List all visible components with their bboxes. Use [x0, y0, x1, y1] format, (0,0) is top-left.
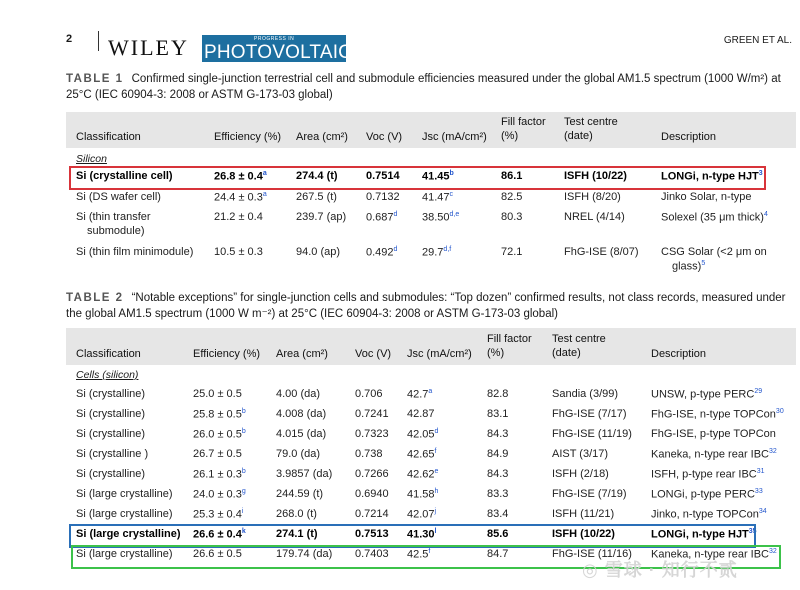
row-classification: Si (thin film minimodule): [76, 246, 194, 258]
row-description: [651, 428, 776, 440]
t2-col-efficiency: Efficiency (%): [193, 348, 261, 360]
t2-col-test-centre: [552, 332, 606, 360]
row-jsc-footnote: d,f: [443, 246, 452, 253]
row-voc: 0.706: [355, 388, 383, 400]
row-description-value: LONGi, n-type HJT: [651, 528, 749, 541]
row-description-footnote: 32: [769, 448, 777, 455]
row-efficiency-value: 24.0 ± 0.3: [193, 488, 242, 501]
row-area: 94.0 (ap): [296, 246, 341, 258]
t1-col-ff-line2: (%): [501, 130, 519, 142]
row-jsc: [407, 408, 435, 420]
row-jsc: [407, 388, 432, 401]
row-description: [651, 488, 763, 501]
row-jsc-footnote: d: [434, 428, 439, 435]
row-fill-factor: 83.4: [487, 508, 509, 520]
t1-col-description: Description: [661, 131, 717, 143]
row-voc: [366, 191, 400, 203]
table1-label: TABLE 1: [66, 73, 124, 85]
row-fill-factor: 84.3: [487, 468, 509, 480]
row-classification: Si (crystalline cell): [76, 170, 173, 182]
table1-caption-line1: Confirmed single-junction terrestrial cell and submodule efficiencies measured under the global AM1.5 spectrum (1000 W/m²) at: [131, 73, 781, 85]
row-description-footnote: 4: [763, 211, 768, 218]
row-fill-factor: 85.6: [487, 528, 509, 540]
row-fill-factor: 84.9: [487, 448, 509, 460]
row-fill-factor: 80.3: [501, 211, 523, 223]
row-classification: Si (large crystalline): [76, 508, 173, 520]
row-voc: 0.7266: [355, 468, 389, 480]
row-voc-value: 0.492: [366, 246, 394, 259]
row-jsc: [407, 468, 438, 481]
row-area: 274.1 (t): [276, 528, 318, 540]
page-number: 2: [66, 33, 73, 45]
publisher-logo: WILEY: [108, 35, 189, 60]
row-jsc-value: 42.65: [407, 448, 435, 461]
watermark: ◎ 雪球 · 知行不贰: [582, 560, 738, 580]
row-description-footnote: 31: [756, 468, 765, 475]
row-efficiency-footnote: b: [241, 408, 246, 415]
t2-col-jsc: Jsc (mA/cm²): [407, 348, 472, 360]
row-jsc-footnote: b: [449, 170, 454, 177]
row-voc: 0.7214: [355, 508, 389, 520]
row-description-value: ISFH, p-type rear IBC: [651, 468, 757, 481]
row-efficiency-value: 26.1 ± 0.3: [193, 468, 242, 481]
row-fill-factor: 83.3: [487, 488, 509, 500]
row-jsc: [422, 246, 451, 259]
row-efficiency-footnote: a: [262, 191, 267, 198]
row-efficiency-value: 10.5 ± 0.3: [214, 246, 263, 258]
row-voc: 0.7403: [355, 548, 389, 560]
row-description-value: Kaneka, n-type rear IBC: [651, 448, 770, 461]
row-description-cont-value: glass): [672, 260, 702, 273]
row-classification: Si (crystalline): [76, 428, 146, 440]
t2-col-ff-line2: (%): [487, 347, 505, 359]
row-jsc-footnote: a: [428, 388, 433, 395]
row-efficiency-footnote: k: [241, 528, 246, 535]
table1-caption: [66, 71, 786, 103]
row-description: [661, 246, 767, 258]
table2-label: TABLE 2: [66, 292, 124, 304]
row-classification: Si (crystalline): [76, 388, 146, 400]
row-test-centre: FhG-ISE (11/16): [552, 548, 632, 560]
row-efficiency-footnote: b: [241, 428, 246, 435]
row-fill-factor: 82.8: [487, 388, 509, 400]
row-fill-factor: 86.1: [501, 170, 523, 182]
row-description: [651, 388, 762, 401]
table2-section: Cells (silicon): [76, 369, 139, 381]
row-jsc-value: 42.05: [407, 428, 435, 441]
t1-col-area: Area (cm²): [296, 131, 348, 143]
row-voc: 0.7323: [355, 428, 389, 440]
row-jsc-value: 42.07: [407, 508, 435, 521]
row-area: 4.008 (da): [276, 408, 327, 420]
row-jsc: [407, 428, 438, 441]
table1-section: Silicon: [76, 153, 107, 165]
row-efficiency: [193, 448, 242, 460]
header-divider: [98, 31, 99, 51]
row-efficiency: [214, 191, 267, 204]
running-head: GREEN ET AL.: [723, 35, 792, 46]
row-voc: 0.7241: [355, 408, 389, 420]
row-efficiency-value: 24.4 ± 0.3: [214, 191, 263, 204]
row-efficiency: [193, 468, 246, 481]
row-description-value: Jinko Solar, n-type: [661, 191, 752, 203]
table2-caption-line1: “Notable exceptions” for single-junction cells and submodules: “Top dozen” confirmed results, not class records, measured under: [131, 292, 786, 304]
row-jsc-footnote: f: [428, 548, 431, 555]
row-jsc-value: 41.47: [422, 191, 450, 204]
row-test-centre: FhG-ISE (11/19): [552, 428, 632, 440]
row-efficiency-value: 21.2 ± 0.4: [214, 211, 263, 223]
row-area: 4.00 (da): [276, 388, 321, 400]
t1-col-fill-factor: [501, 115, 546, 143]
row-voc-value: 0.7514: [366, 170, 400, 182]
row-jsc-value: 42.87: [407, 408, 435, 420]
row-efficiency-footnote: b: [241, 468, 246, 475]
row-voc: [366, 211, 397, 224]
row-description-cont: [672, 260, 705, 273]
row-area: 4.015 (da): [276, 428, 327, 440]
row-description-value: Solexel (35 μm thick): [661, 211, 764, 224]
row-area: 239.7 (ap): [296, 211, 347, 223]
row-classification: Si (crystalline): [76, 408, 146, 420]
row-test-centre: AIST (3/17): [552, 448, 609, 460]
row-description-footnote: 35: [748, 528, 757, 535]
row-description-value: UNSW, p-type PERC: [651, 388, 755, 401]
row-voc: 0.6940: [355, 488, 389, 500]
row-description: [651, 408, 784, 421]
row-test-centre: ISFH (11/21): [552, 508, 615, 520]
row-description-footnote: 29: [754, 388, 763, 395]
row-classification: Si (thin transfer: [76, 211, 151, 223]
row-test-centre: FhG-ISE (7/19): [552, 488, 627, 500]
t1-col-voc: Voc (V): [366, 131, 403, 143]
row-jsc-value: 41.58: [407, 488, 435, 501]
row-area: 267.5 (t): [296, 191, 337, 203]
row-efficiency: [193, 508, 243, 521]
row-efficiency-footnote: g: [241, 488, 246, 495]
highlight-box-red: [69, 166, 766, 190]
row-description-value: LONGi, n-type HJT: [661, 170, 759, 183]
t2-col-voc: Voc (V): [355, 348, 392, 360]
row-efficiency: [214, 246, 263, 258]
row-efficiency-value: 26.7 ± 0.5: [193, 448, 242, 460]
row-test-centre: FhG-ISE (8/07): [564, 246, 639, 258]
table1-caption-line2: 25°C (IEC 60904-3: 2008 or ASTM G-173-03 global): [66, 89, 333, 101]
row-efficiency-value: 26.8 ± 0.4: [214, 170, 263, 183]
row-area: 3.9857 (da): [276, 468, 333, 480]
row-jsc-value: 41.30: [407, 528, 435, 541]
t2-col-classification: Classification: [76, 348, 141, 360]
row-jsc: [407, 508, 436, 521]
t2-col-tc-line2: (date): [552, 347, 581, 359]
row-test-centre: NREL (4/14): [564, 211, 625, 223]
row-efficiency-value: 25.8 ± 0.5: [193, 408, 242, 421]
row-classification-cont: submodule): [87, 225, 145, 237]
row-description-value: FhG-ISE, n-type TOPCon: [651, 408, 776, 421]
row-description-value: CSG Solar (<2 μm on: [661, 246, 767, 258]
row-fill-factor: 83.1: [487, 408, 509, 420]
table2-caption: [66, 290, 786, 322]
t1-col-tc-line2: (date): [564, 130, 593, 142]
t1-col-efficiency: Efficiency (%): [214, 131, 282, 143]
row-jsc-footnote: l: [434, 528, 437, 535]
row-efficiency-value: 25.3 ± 0.4: [193, 508, 242, 521]
t1-col-tc-line1: Test centre: [564, 116, 618, 128]
t2-col-ff-line1: Fill factor: [487, 333, 532, 345]
row-classification: Si (crystalline): [76, 468, 146, 480]
t2-col-fill-factor: [487, 332, 532, 360]
row-jsc-value: 29.7: [422, 246, 444, 259]
row-classification: Si (crystalline ): [76, 448, 149, 460]
row-jsc-footnote: j: [434, 508, 437, 515]
row-description: [651, 468, 765, 481]
row-fill-factor: 72.1: [501, 246, 523, 258]
row-test-centre: FhG-ISE (7/17): [552, 408, 627, 420]
row-jsc: [407, 448, 436, 461]
row-jsc-value: 41.45: [422, 170, 450, 183]
row-voc-footnote: d: [393, 211, 398, 218]
row-description-footnote: 32: [769, 548, 777, 555]
row-jsc: [422, 211, 459, 224]
t1-col-classification: Classification: [76, 131, 141, 143]
row-jsc-footnote: e: [434, 468, 439, 475]
table2-header: [66, 328, 796, 365]
row-description-footnote: 3: [758, 170, 763, 177]
row-fill-factor: 84.3: [487, 428, 509, 440]
row-description: [661, 211, 768, 224]
row-efficiency-value: 26.6 ± 0.5: [193, 548, 242, 560]
row-voc-footnote: d: [393, 246, 398, 253]
row-jsc: [407, 488, 438, 501]
row-voc: [366, 246, 397, 259]
row-description-cont-footnote: 5: [701, 260, 706, 267]
row-area: 244.59 (t): [276, 488, 324, 500]
row-test-centre: Sandia (3/99): [552, 388, 619, 400]
row-description: [651, 508, 767, 521]
row-jsc-footnote: f: [434, 448, 437, 455]
row-area: 268.0 (t): [276, 508, 317, 520]
t2-col-description: Description: [651, 348, 707, 360]
row-efficiency: [193, 428, 246, 441]
row-description-footnote: 33: [754, 488, 763, 495]
t2-col-tc-line1: Test centre: [552, 333, 606, 345]
row-jsc-footnote: c: [449, 191, 454, 198]
row-description-value: FhG-ISE, p-type TOPCon: [651, 428, 776, 440]
row-test-centre: ISFH (10/22): [552, 528, 615, 540]
row-description: [651, 448, 777, 461]
row-efficiency: [193, 488, 246, 501]
row-jsc-value: 42.5: [407, 548, 429, 561]
row-description-value: Jinko, n-type TOPCon: [651, 508, 759, 521]
row-efficiency-value: 26.0 ± 0.5: [193, 428, 242, 441]
row-efficiency-value: 25.0 ± 0.5: [193, 388, 242, 400]
table1-header: [66, 112, 796, 148]
row-efficiency: [193, 408, 246, 421]
t1-col-test-centre: [564, 115, 618, 143]
row-jsc-value: 42.62: [407, 468, 435, 481]
table2-caption-line2: the global AM1.5 spectrum (1000 W m⁻²) at 25°C (IEC 60904-3: 2008 or ASTM G-173-03 global): [66, 308, 558, 320]
row-area: 274.4 (t): [296, 170, 338, 182]
journal-logo-small: PROGRESS IN: [254, 36, 295, 42]
row-fill-factor: 82.5: [501, 191, 523, 203]
row-jsc: [422, 191, 453, 204]
row-efficiency-footnote: a: [262, 170, 267, 177]
row-description-value: Kaneka, n-type rear IBC: [651, 548, 770, 561]
row-efficiency-footnote: i: [241, 508, 244, 515]
row-voc-value: 0.7132: [366, 191, 400, 203]
row-test-centre: ISFH (2/18): [552, 468, 609, 480]
row-efficiency-value: 26.6 ± 0.4: [193, 528, 242, 541]
row-description: [661, 191, 752, 203]
row-jsc-value: 42.7: [407, 388, 429, 401]
row-jsc-footnote: h: [434, 488, 439, 495]
t1-col-ff-line1: Fill factor: [501, 116, 546, 128]
row-voc: 0.7513: [355, 528, 389, 540]
journal-logo-title: PHOTOVOLTAICS: [204, 42, 365, 63]
row-description-value: LONGi, p-type PERC: [651, 488, 755, 501]
row-voc: 0.738: [355, 448, 383, 460]
row-jsc-footnote: d,e: [449, 211, 460, 218]
row-area: 79.0 (da): [276, 448, 321, 460]
row-description-footnote: 34: [758, 508, 767, 515]
journal-logo: [202, 35, 365, 63]
t1-col-jsc: Jsc (mA/cm²): [422, 131, 487, 143]
row-classification: Si (large crystalline): [76, 528, 181, 540]
row-description-footnote: 30: [775, 408, 784, 415]
row-test-centre: ISFH (10/22): [564, 170, 627, 182]
row-efficiency: [214, 211, 263, 223]
row-classification: Si (large crystalline): [76, 548, 173, 560]
row-jsc-value: 38.50: [422, 211, 450, 224]
row-fill-factor: 84.7: [487, 548, 509, 560]
row-classification: Si (DS wafer cell): [76, 191, 161, 203]
row-classification: Si (large crystalline): [76, 488, 173, 500]
row-voc-value: 0.687: [366, 211, 394, 224]
row-test-centre: ISFH (8/20): [564, 191, 621, 203]
row-efficiency: [193, 388, 242, 400]
t2-col-area: Area (cm²): [276, 348, 328, 360]
row-area: 179.74 (da): [276, 548, 333, 560]
